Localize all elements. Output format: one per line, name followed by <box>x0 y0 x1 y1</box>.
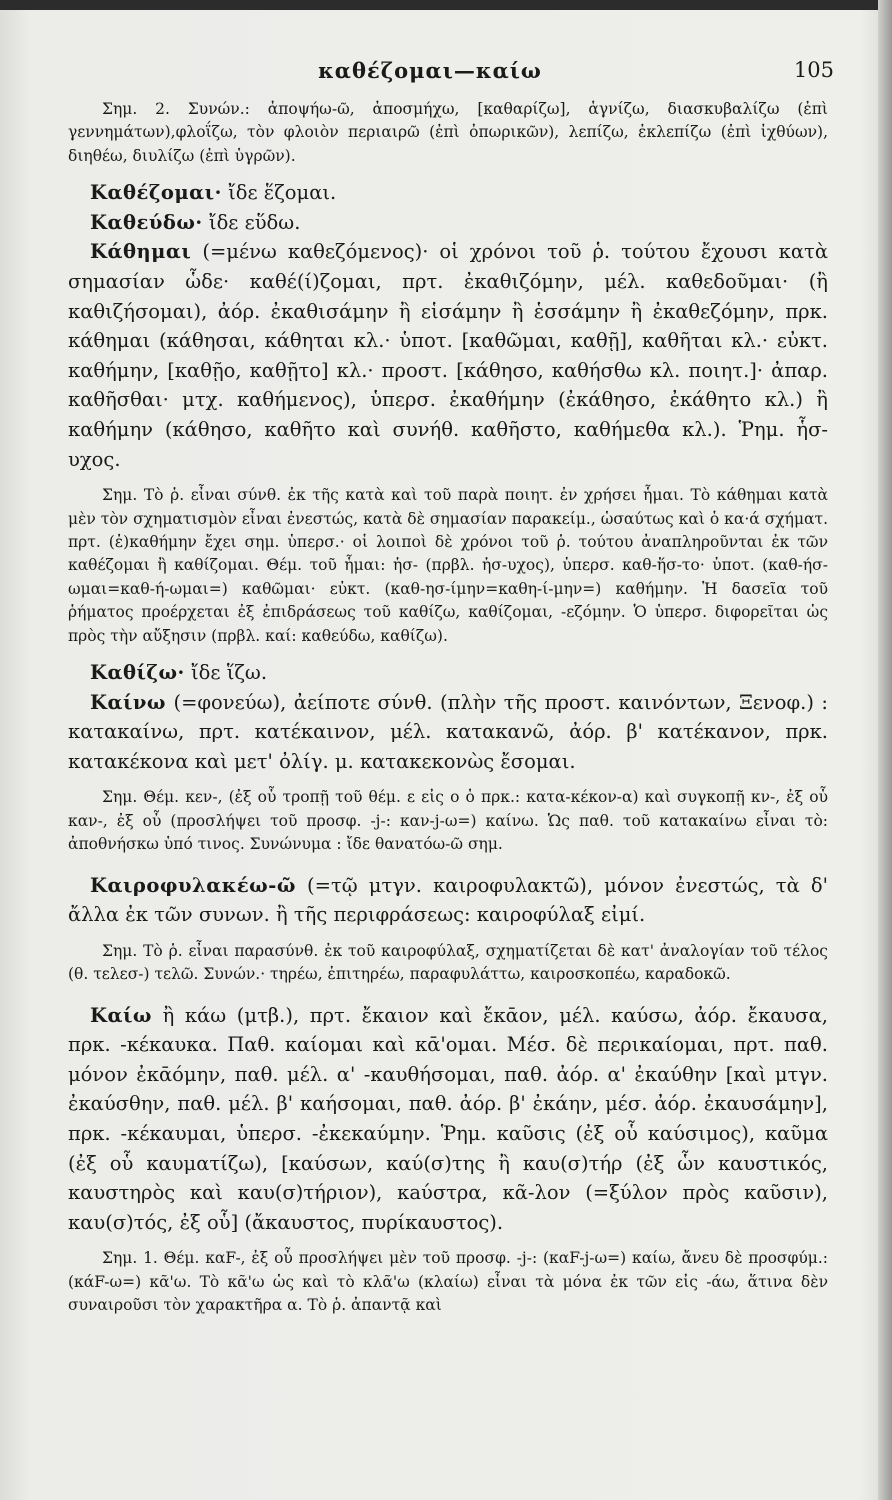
headword: Καιροφυλακέω-ῶ <box>90 873 296 897</box>
headword: Καθέζομαι· <box>90 181 222 205</box>
headword: Καθεύδω· <box>90 210 203 234</box>
entry-kairophylakeo: Καιροφυλακέω-ῶ (=τῷ μτγν. καιροφυλακτῶ), μόνον ἐνεστώς, τὰ δ' ἄλλα ἐκ τῶν συνων. ἢ τῆς περιφράσεως: καιροφύλαξ εἰμί. <box>68 873 828 927</box>
entry-kaino: Καίνω (=φονεύω), ἀείποτε σύνθ. (πλὴν τῆς προστ. καινόντων, Ξενοφ.) : κατακαίνω, πρτ. κατέκαινον, μέλ. κατακανῶ, ἀόρ. β' κατέκανον, πρκ. κατακέκονα καὶ μετ' ὀλίγ. μ. κατακεκονὼς ἔσομαι. <box>68 690 828 773</box>
note-paragraph: Σημ. Τὸ ῥ. εἶναι παρασύνθ. ἐκ τοῦ καιροφύλαξ, σχηματίζεται δὲ κατ' ἀναλογίαν τοῦ τέλος (θ. τελεσ-) τελῶ. Συνών.· τηρέω, ἐπιτηρέω, παραφυλάττω, καιροσκοπέω, καραδοκῶ. <box>68 941 828 984</box>
entry-kathizo: Καθίζω· ἴδε ἵζω. <box>90 661 268 684</box>
headword: Καίω <box>90 1003 152 1027</box>
entry-katheudo: Καθεύδω· ἴδε εὕδω. <box>90 210 301 234</box>
entry-kathemai: Κάθημαι (=μένω καθεζόμενος)· οἱ χρόνοι τοῦ ῥ. τούτου ἔχουσι κατὰ σημασίαν ὧδε· καθέ(ί)ζομαι, πρτ. ἐκαθιζόμην, μέλ. καθεδοῦμαι· (ἢ καθιζήσομαι), ἀόρ. ἐκαθισάμην ἢ εἱσάμην ἢ ἑσσάμην ἢ ἐκαθεζόμην, πρκ. κάθημαι (κάθησαι, κάθηται κλ.· ὑποτ. [καθῶμαι, καθῇ], καθῆται κλ.· εὐκτ. καθήμην, [καθῇο, καθῇτο] κλ.· προστ. [κάθησο, καθήσθω κλ. ποιητ.]· ἀπαρ. καθῆσθαι· μτχ. καθήμενος), ὑπερσ. ἐκαθήμην (ἐκάθησο, ἐκάθητο κλ.) ἢ καθήμην (κάθησο, καθῆτο καὶ συνήθ. καθῆστο, καθήμεθα κλ.). Ῥημ. ἧσ-υχος. <box>68 240 828 471</box>
note-paragraph: Σημ. Τὸ ῥ. εἶναι σύνθ. ἐκ τῆς κατὰ καὶ τοῦ παρὰ ποιητ. ἐν χρήσει ἧμαι. Τὸ κάθημαι κατὰ μὲν τὸν σχηματισμὸν εἶναι ἐνεστώς, κατὰ δὲ σημασίαν παρακείμ., ὡσαύτως καὶ ὁ κα·ά σχήματ. πρτ. (ἐ)καθήμην ἔχει σημ. ὑπερσ.· οἱ λοιποὶ δὲ χρόνοι τοῦ ῥ. τούτου ἀναπληροῦνται ἐκ τῶν καθέζομαι ἢ καθίζομαι. Θέμ. τοῦ ἧμαι: ἡσ- (πρβλ. ἡσ-υχος), ὑπερσ. καθ-ἥσ-το· ὑποτ. (καθ-ήσ-ωμαι=καθ-ή-ωμαι=) καθῶμαι· εὐκτ. (καθ-ησ-ίμην=καθη-ί-μην=) καθήμην. Ἡ δασεῖα τοῦ ῥήματος προέρχεται ἐξ ἐπιδράσεως τοῦ καθίζω, καθίζομαι, -εζόμην. Ὁ ὑπερσ. διφορεῖται ὡς πρὸς τὴν αὔξησιν (πρβλ. καί: καθεύδω, καθίζω). <box>68 486 828 645</box>
running-title: καθέζομαι—καίω <box>318 58 542 83</box>
headword: Κάθημαι <box>90 240 192 264</box>
note-paragraph: Σημ. 2. Συνών.: ἀποψήω-ῶ, ἀποσμήχω, [καθαρίζω], ἁγνίζω, διασκυβαλίζω (ἐπὶ γεννημάτων),φλοΐζω, τὸν φλοιὸν περιαιρῶ (ἐπὶ ὀπωρικῶν), λεπίζω, ἐκλεπίζω (ἐπὶ ἰχθύων), διηθέω, διυλίζω (ἐπὶ ὑγρῶν). <box>68 100 828 165</box>
headword: Καθίζω· <box>90 661 185 684</box>
headword: Καίνω <box>90 690 166 714</box>
page-header <box>0 58 860 92</box>
note-paragraph: Σημ. Θέμ. κεν-, (ἐξ οὗ τροπῇ τοῦ θέμ. ε εἰς ο ὁ πρκ.: κατα-κέκον-α) καὶ συγκοπῇ κν-, ἐξ οὗ καν-, ἐξ οὗ (προσλήψει τοῦ προσφ. -j-: καν-j-ω=) καίνω. Ὡς παθ. τοῦ κατακαίνω εἶναι τὸ: ἀποθνήσκω ὑπό τινος. Συνώνυμα : ἴδε θανατόω-ῶ σημ. <box>68 788 828 854</box>
entry-kaio: Καίω ἢ κάω (μτβ.), πρτ. ἔκαιον καὶ ἔκᾱον, μέλ. καύσω, ἀόρ. ἔκαυσα, πρκ. -κέκαυκα. Παθ. καίομαι καὶ κᾱ'ομαι. Μέσ. δὲ περικαίομαι, πρτ. παθ. μόνον ἐκᾱόμην, παθ. μέλ. α' -καυθήσομαι, παθ. ἀόρ. α' ἐκαύθην [καὶ μτγν. ἐκαύσθην, παθ. μέλ. β' καήσομαι, παθ. ἀόρ. β' ἐκάην, μέσ. ἀόρ. ἐκαυσάμην], πρκ. -κέκαυμαι, ὑπερσ. -ἐκεκαύμην. Ῥημ. καῦσις (ἐξ οὗ καύσιμος), καῦμα (ἐξ οὗ καυματίζω), [καύσων, καύ(σ)της ἢ καυ(σ)τήρ (ἐξ ὧν καυστικός, καυστηρὸς καὶ καυ(σ)τήριον), κaύστρα, κᾶ-λον (=ξύλον πρὸς καῦσιν), καυ(σ)τός, ἐξ οὗ] (ἄκαυστος, πυρίκαυστος). <box>68 1003 828 1234</box>
scan-right-edge <box>878 0 892 1500</box>
scan-top-edge <box>0 0 892 10</box>
page-number: 105 <box>793 58 834 82</box>
entry-kathezomai: Καθέζομαι· ἴδε ἕζομαι. <box>90 181 337 205</box>
note-paragraph: Σημ. 1. Θέμ. καF-, ἐξ οὗ προσλήψει μὲν τοῦ προσφ. -j-: (καF-j-ω=) καίω, ἄνευ δὲ προσφύμ.: (κάF-ω=) κᾶ'ω. Τὸ κᾶ'ω ὡς καὶ τὸ κλᾶ'ω (κλαίω) εἶναι τὰ μόνα ἐκ τῶν εἰς -άω, ἅτινα δὲν συναιροῦσι τὸν χαρακτῆρα α. Τὸ ῥ. ἀπαντᾷ καὶ <box>68 1249 828 1315</box>
page-body <box>68 98 828 1318</box>
